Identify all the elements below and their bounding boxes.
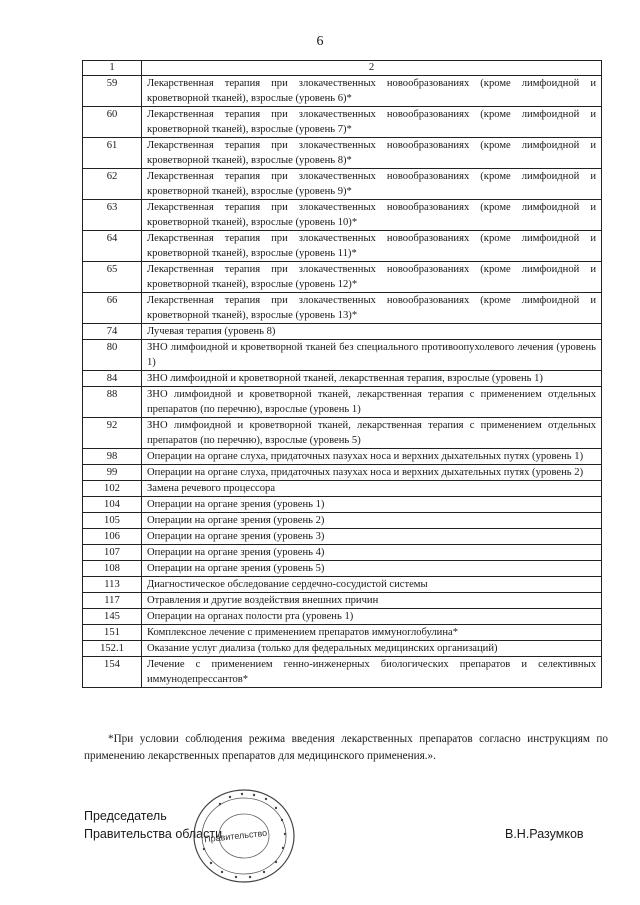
row-description: Лекарственная терапия при злокачественных новообразованиях (кроме лимфоидной и кроветворной тканей), взрослые (уровень 6)* <box>142 76 602 107</box>
table-row <box>83 418 602 449</box>
row-number: 105 <box>83 513 142 529</box>
row-description: Операции на органах полости рта (уровень 1) <box>142 609 602 625</box>
table-header-row <box>83 61 602 76</box>
row-number: 106 <box>83 529 142 545</box>
row-description: Лекарственная терапия при злокачественных новообразованиях (кроме лимфоидной и кроветворной тканей), взрослые (уровень 12)* <box>142 262 602 293</box>
row-description: Операции на органе зрения (уровень 5) <box>142 561 602 577</box>
row-number: 99 <box>83 465 142 481</box>
row-description: Операции на органе слуха, придаточных пазухах носа и верхних дыхательных путях (уровень 2) <box>142 465 602 481</box>
row-number: 152.1 <box>83 641 142 657</box>
signer-title-line2: Правительства области <box>84 827 223 841</box>
row-description: Лекарственная терапия при злокачественных новообразованиях (кроме лимфоидной и кроветворной тканей), взрослые (уровень 8)* <box>142 138 602 169</box>
table-row <box>83 76 602 107</box>
table-row <box>83 449 602 465</box>
row-number: 65 <box>83 262 142 293</box>
row-number: 64 <box>83 231 142 262</box>
row-description: Диагностическое обследование сердечно-сосудистой системы <box>142 577 602 593</box>
row-description: ЗНО лимфоидной и кроветворной тканей, лекарственная терапия, взрослые (уровень 1) <box>142 371 602 387</box>
row-number: 117 <box>83 593 142 609</box>
row-number: 66 <box>83 293 142 324</box>
row-number: 63 <box>83 200 142 231</box>
official-seal <box>190 786 298 886</box>
row-number: 102 <box>83 481 142 497</box>
row-description: Операции на органе слуха, придаточных пазухах носа и верхних дыхательных путях (уровень 1) <box>142 449 602 465</box>
row-description: Лекарственная терапия при злокачественных новообразованиях (кроме лимфоидной и кроветворной тканей), взрослые (уровень 9)* <box>142 169 602 200</box>
table-row <box>83 657 602 688</box>
table-row <box>83 340 602 371</box>
row-description: Лучевая терапия (уровень 8) <box>142 324 602 340</box>
table-row <box>83 497 602 513</box>
row-number: 60 <box>83 107 142 138</box>
table-row <box>83 371 602 387</box>
row-number: 84 <box>83 371 142 387</box>
row-number: 154 <box>83 657 142 688</box>
row-description: Операции на органе зрения (уровень 3) <box>142 529 602 545</box>
table-row <box>83 200 602 231</box>
row-description: Операции на органе зрения (уровень 4) <box>142 545 602 561</box>
row-number: 151 <box>83 625 142 641</box>
row-description: Лекарственная терапия при злокачественных новообразованиях (кроме лимфоидной и кроветворной тканей), взрослые (уровень 13)* <box>142 293 602 324</box>
page-number: 6 <box>316 34 324 49</box>
row-description: Операции на органе зрения (уровень 1) <box>142 497 602 513</box>
row-description: Лекарственная терапия при злокачественных новообразованиях (кроме лимфоидной и кроветворной тканей), взрослые (уровень 7)* <box>142 107 602 138</box>
row-description: ЗНО лимфоидной и кроветворной тканей, лекарственная терапия с применением отдельных препаратов (по перечню), взрослые (уровень 5) <box>142 418 602 449</box>
table-row <box>83 262 602 293</box>
row-number: 108 <box>83 561 142 577</box>
row-number: 80 <box>83 340 142 371</box>
row-number: 92 <box>83 418 142 449</box>
row-description: Оказание услуг диализа (только для федеральных медицинских организаций) <box>142 641 602 657</box>
table-row <box>83 138 602 169</box>
row-description: ЗНО лимфоидной и кроветворной тканей без специального противоопухолевого лечения (уровень 1) <box>142 340 602 371</box>
table-row <box>83 324 602 340</box>
row-number: 145 <box>83 609 142 625</box>
row-description: ЗНО лимфоидной и кроветворной тканей, лекарственная терапия с применением отдельных препаратов (по перечню), взрослые (уровень 1) <box>142 387 602 418</box>
row-number: 113 <box>83 577 142 593</box>
table-row <box>83 561 602 577</box>
table-row <box>83 293 602 324</box>
row-description: Лекарственная терапия при злокачественных новообразованиях (кроме лимфоидной и кроветворной тканей), взрослые (уровень 11)* <box>142 231 602 262</box>
row-description: Замена речевого процессора <box>142 481 602 497</box>
row-number: 104 <box>83 497 142 513</box>
table-row <box>83 625 602 641</box>
row-number: 59 <box>83 76 142 107</box>
table-row <box>83 387 602 418</box>
row-description: Комплексное лечение с применением препаратов иммуноглобулина* <box>142 625 602 641</box>
table-row <box>83 231 602 262</box>
table-row <box>83 169 602 200</box>
signer-name: В.Н.Разумков <box>505 827 584 841</box>
row-description: Лекарственная терапия при злокачественных новообразованиях (кроме лимфоидной и кроветворной тканей), взрослые (уровень 10)* <box>142 200 602 231</box>
kpg-table <box>82 60 602 688</box>
row-number: 62 <box>83 169 142 200</box>
table-row <box>83 609 602 625</box>
row-number: 107 <box>83 545 142 561</box>
seal-text: Правительство <box>203 827 268 845</box>
signer-title-line1: Председатель <box>84 809 167 823</box>
row-number: 88 <box>83 387 142 418</box>
column-header-number: 1 <box>83 61 142 76</box>
table-row <box>83 577 602 593</box>
footnote: *При условии соблюдения режима введения лекарственных препаратов согласно инструкциям по применению лекарственных препаратов для медицинского применения.». <box>84 733 608 762</box>
row-description: Операции на органе зрения (уровень 2) <box>142 513 602 529</box>
row-description: Отравления и другие воздействия внешних причин <box>142 593 602 609</box>
table-row <box>83 107 602 138</box>
row-number: 61 <box>83 138 142 169</box>
row-number: 74 <box>83 324 142 340</box>
table-row <box>83 513 602 529</box>
table-row <box>83 465 602 481</box>
table-row <box>83 545 602 561</box>
row-description: Лечение с применением генно-инженерных биологических препаратов и селективных иммунодепрессантов* <box>142 657 602 688</box>
table-row <box>83 481 602 497</box>
table-row <box>83 529 602 545</box>
row-number: 98 <box>83 449 142 465</box>
table-row <box>83 593 602 609</box>
table-row <box>83 641 602 657</box>
column-header-name: 2 <box>142 61 602 76</box>
